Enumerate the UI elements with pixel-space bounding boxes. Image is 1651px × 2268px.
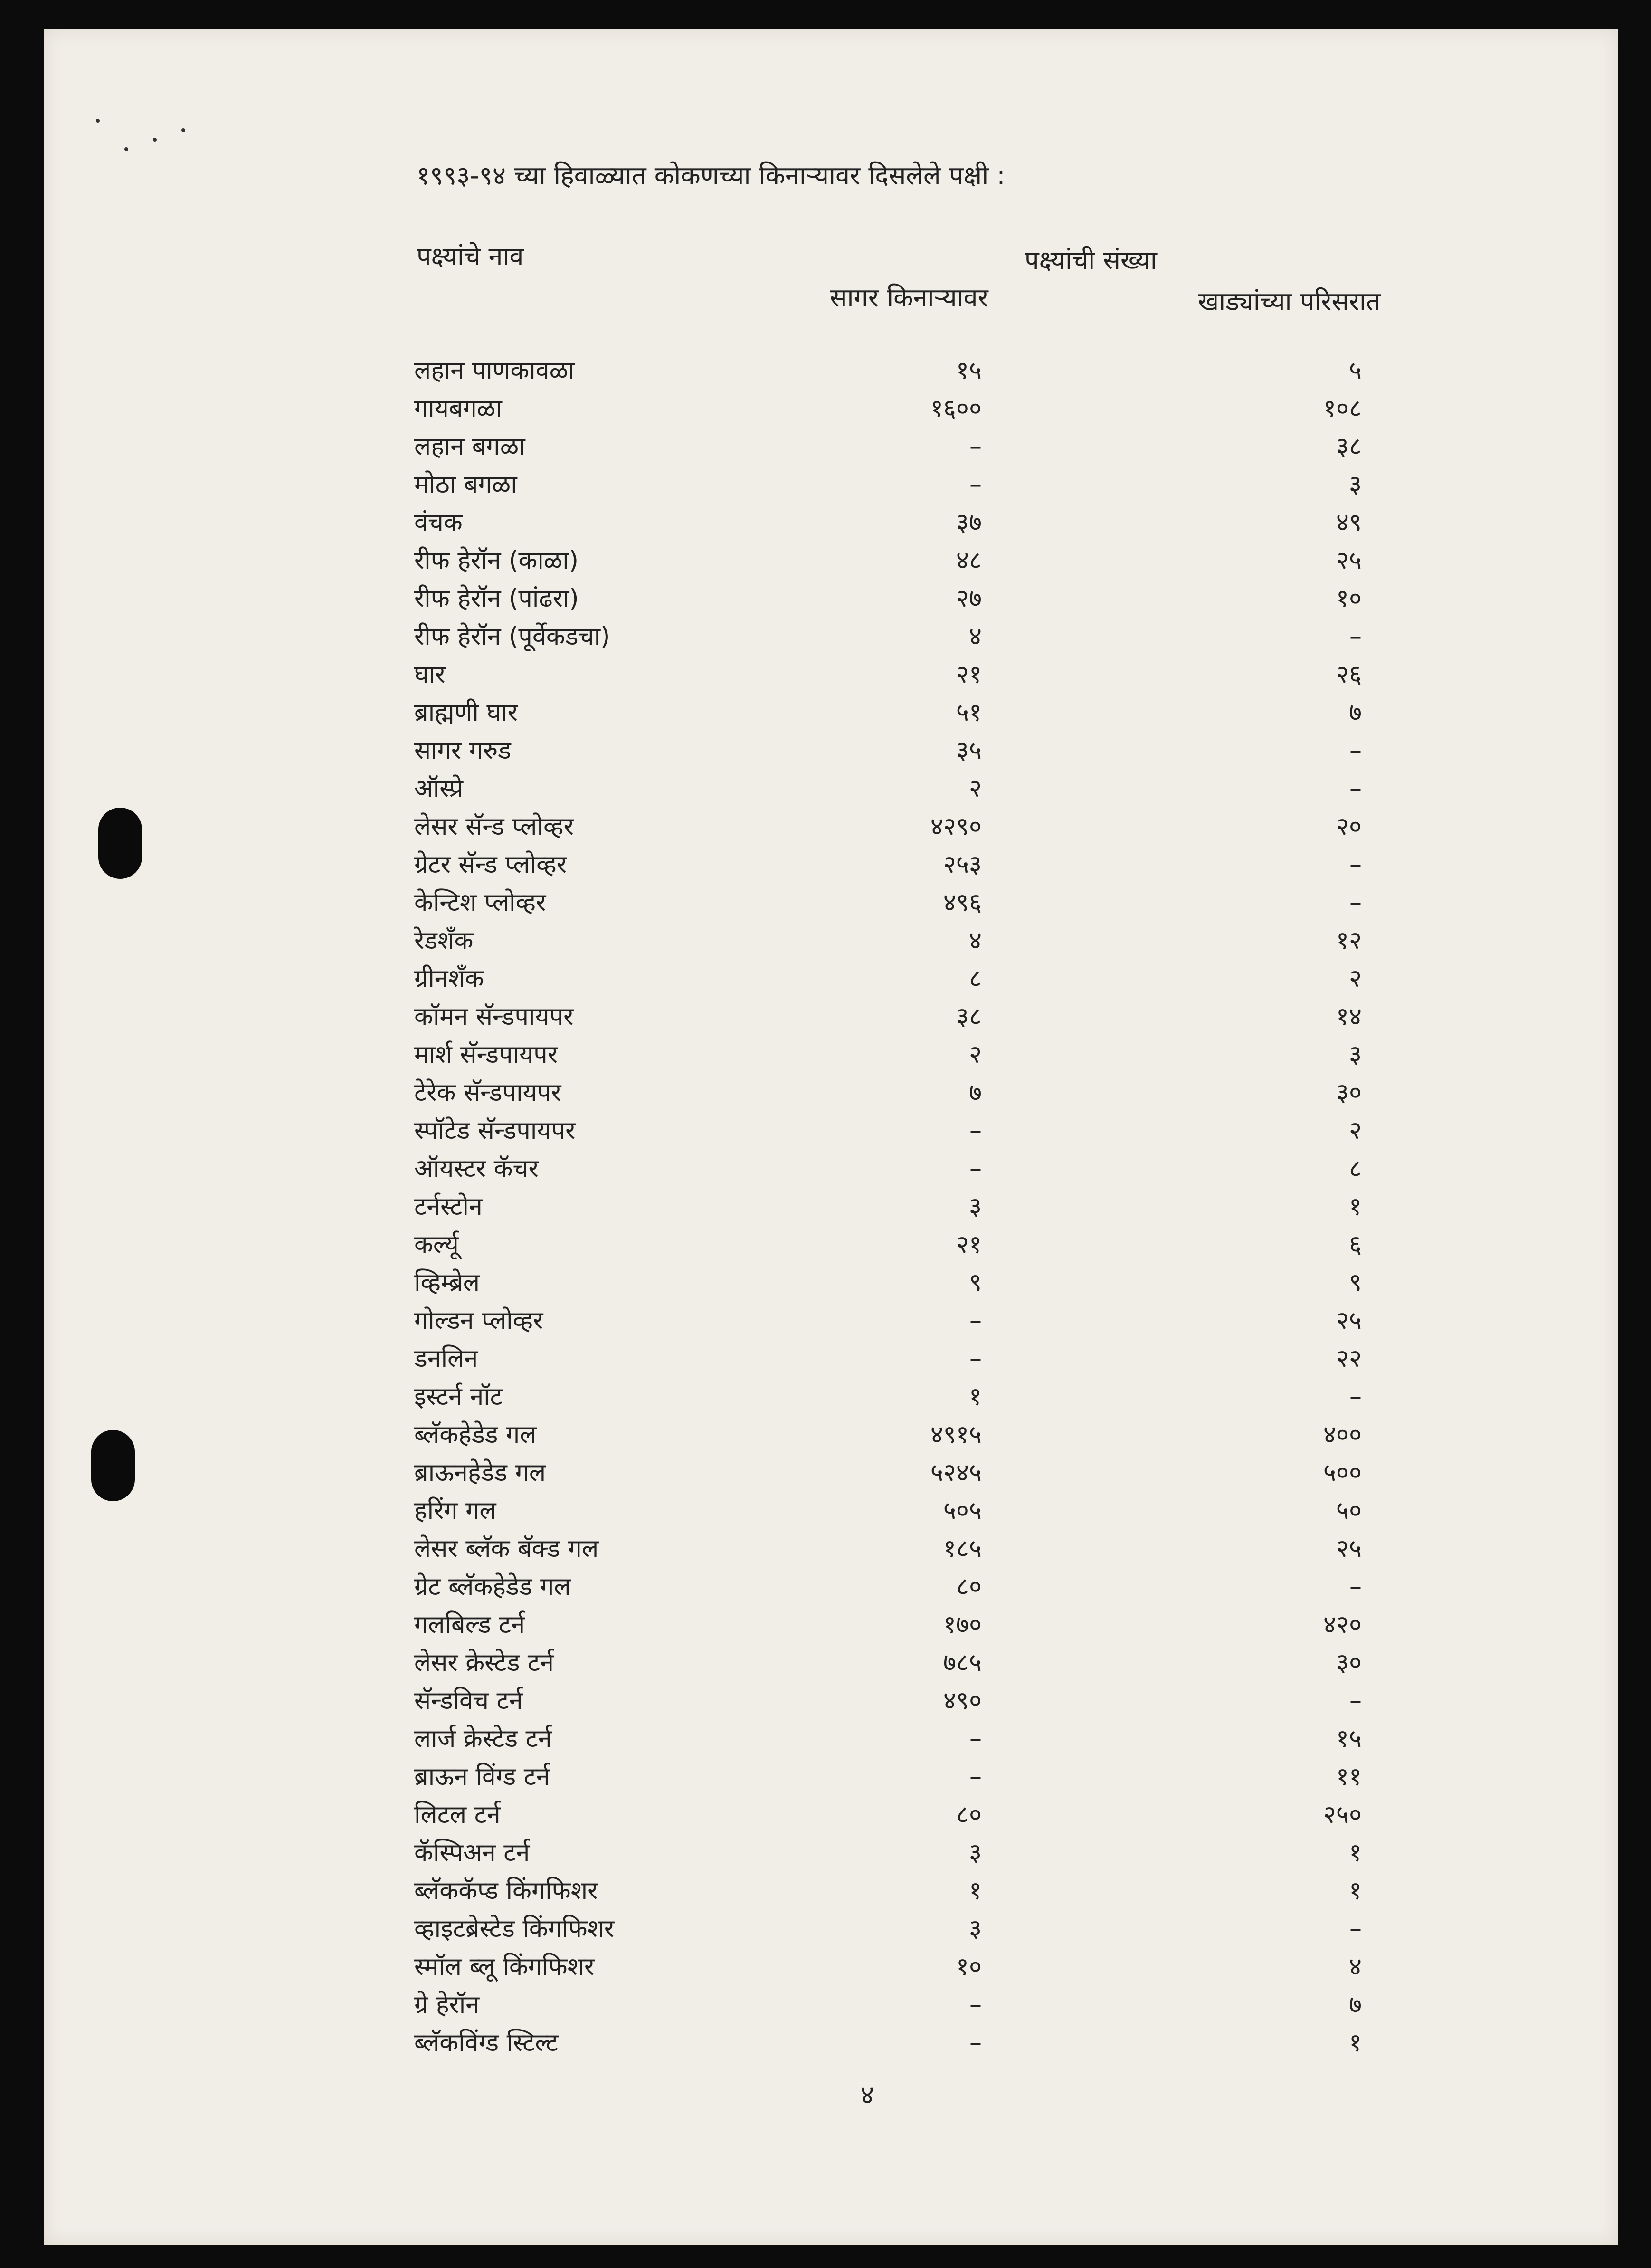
bird-name-cell: ब्लॅककॅप्ड किंगफिशर — [414, 1877, 598, 1905]
sea-coast-count-cell: २ — [968, 1040, 982, 1069]
bird-name-cell: ग्रीनशँक — [414, 964, 484, 993]
sea-coast-count-cell: १६०० — [930, 394, 982, 423]
bird-name-cell: स्पॉटेड सॅन्डपायपर — [414, 1116, 576, 1145]
sea-coast-count-cell: २१ — [956, 1230, 982, 1259]
sea-coast-count-cell: – — [969, 1991, 982, 2019]
creek-count-cell: – — [1349, 1572, 1362, 1601]
table-row — [44, 732, 1618, 770]
creek-count-cell: ४२० — [1323, 1610, 1362, 1639]
table-row — [44, 1758, 1618, 1796]
sea-coast-count-cell: ५२४५ — [930, 1458, 982, 1487]
document-title: १९९३-९४ च्या हिवाळ्यात कोकणच्या किनाऱ्यावर दिसलेले पक्षी : — [417, 161, 1006, 191]
sea-coast-count-cell: ८० — [956, 1572, 982, 1601]
sea-coast-count-cell: ८० — [956, 1801, 982, 1829]
table-row — [44, 998, 1618, 1036]
table-row — [44, 884, 1618, 922]
table-row — [44, 1530, 1618, 1568]
sea-coast-count-cell: २१ — [956, 660, 982, 689]
bird-name-cell: रेडशँक — [414, 926, 474, 955]
paper-sheet — [44, 29, 1618, 2245]
table-row — [44, 1910, 1618, 1948]
bird-name-cell: व्हाइटब्रेस्टेड किंगफिशर — [414, 1915, 615, 1943]
bird-name-cell: ऑयस्टर कॅचर — [414, 1154, 539, 1183]
creek-count-cell: ३ — [1348, 1040, 1362, 1069]
creek-count-cell: १५ — [1336, 1725, 1362, 1753]
creek-count-cell: ११ — [1336, 1763, 1362, 1791]
sea-coast-count-cell: ४८ — [956, 546, 982, 575]
bird-name-cell: सागर गरुड — [414, 736, 511, 765]
bird-name-cell: ब्लॅकहेडेड गल — [414, 1420, 537, 1449]
bird-table — [44, 352, 1618, 2062]
column-header-bird-count: पक्ष्यांची संख्या — [1025, 245, 1157, 275]
sea-coast-count-cell: ५०५ — [943, 1496, 982, 1525]
table-row — [44, 1606, 1618, 1644]
sea-coast-count-cell: १५ — [956, 356, 982, 385]
table-row — [44, 1074, 1618, 1112]
sea-coast-count-cell: २७ — [956, 584, 982, 613]
creek-count-cell: – — [1349, 1915, 1362, 1943]
table-row — [44, 1188, 1618, 1226]
table-row — [44, 1720, 1618, 1758]
creek-count-cell: १ — [1348, 1877, 1362, 1905]
creek-count-cell: २५० — [1323, 1801, 1362, 1829]
creek-count-cell: २५ — [1336, 1534, 1362, 1563]
bird-name-cell: सॅन्डविच टर्न — [414, 1687, 523, 1715]
column-header-sea-coast: सागर किनाऱ्यावर — [830, 283, 988, 313]
bird-name-cell: ब्राऊनहेडेड गल — [414, 1458, 546, 1487]
sea-coast-count-cell: ३७ — [956, 508, 982, 537]
table-row — [44, 1264, 1618, 1302]
sea-coast-count-cell: ४९१५ — [930, 1420, 982, 1449]
sea-coast-count-cell: ३ — [968, 1839, 982, 1867]
creek-count-cell: – — [1349, 1687, 1362, 1715]
table-row — [44, 808, 1618, 846]
sea-coast-count-cell: ४२९० — [930, 812, 982, 841]
table-row — [44, 1340, 1618, 1378]
table-row — [44, 1872, 1618, 1910]
sea-coast-count-cell: ३ — [968, 1915, 982, 1943]
creek-count-cell: २ — [1348, 964, 1362, 993]
sea-coast-count-cell: १ — [968, 1382, 982, 1411]
table-row — [44, 1302, 1618, 1340]
creek-count-cell: १ — [1348, 1839, 1362, 1867]
table-row — [44, 1986, 1618, 2024]
sea-coast-count-cell: ७८५ — [943, 1649, 982, 1677]
table-row — [44, 1150, 1618, 1188]
creek-count-cell: २ — [1348, 1116, 1362, 1145]
sea-coast-count-cell: १ — [968, 1877, 982, 1905]
bird-name-cell: लिटल टर्न — [414, 1801, 501, 1829]
bird-name-cell: ग्रेट ब्लॅकहेडेड गल — [414, 1572, 571, 1601]
sea-coast-count-cell: ७ — [968, 1078, 982, 1107]
table-row — [44, 960, 1618, 998]
bird-name-cell: कर्ल्यू — [414, 1230, 459, 1259]
table-row — [44, 770, 1618, 808]
sea-coast-count-cell: – — [969, 470, 982, 499]
bird-name-cell: कॅस्पिअन टर्न — [414, 1839, 530, 1867]
sea-coast-count-cell: ४ — [968, 622, 982, 651]
table-row — [44, 1112, 1618, 1150]
creek-count-cell: ७ — [1348, 698, 1362, 727]
column-header-creek-area: खाड्यांच्या परिसरात — [1198, 286, 1381, 316]
sea-coast-count-cell: ४९० — [943, 1687, 982, 1715]
sea-coast-count-cell: – — [969, 432, 982, 461]
bird-name-cell: लहान बगळा — [414, 432, 525, 461]
bird-name-cell: लेसर सॅन्ड प्लोव्हर — [414, 812, 574, 841]
bird-name-cell: मार्श सॅन्डपायपर — [414, 1040, 558, 1069]
bird-name-cell: ब्लॅकविंग्ड स्टिल्ट — [414, 2029, 559, 2057]
bird-name-cell: लेसर क्रेस्टेड टर्न — [414, 1649, 554, 1677]
table-row — [44, 1682, 1618, 1720]
table-row — [44, 1226, 1618, 1264]
paper-speck — [124, 147, 128, 151]
creek-count-cell: ८ — [1348, 1154, 1362, 1183]
bird-name-cell: ब्राऊन विंग्ड टर्न — [414, 1763, 550, 1791]
table-row — [44, 1492, 1618, 1530]
bird-name-cell: टर्नस्टोन — [414, 1192, 483, 1221]
sea-coast-count-cell: १७० — [943, 1610, 982, 1639]
sea-coast-count-cell: १० — [956, 1953, 982, 1981]
sea-coast-count-cell: २ — [968, 774, 982, 803]
table-row — [44, 2024, 1618, 2062]
creek-count-cell: ६ — [1348, 1230, 1362, 1259]
paper-speck — [181, 128, 185, 132]
table-row — [44, 352, 1618, 390]
bird-name-cell: डनलिन — [414, 1344, 478, 1373]
table-row — [44, 1796, 1618, 1834]
bird-name-cell: लेसर ब्लॅक बॅक्ड गल — [414, 1534, 599, 1563]
table-row — [44, 1454, 1618, 1492]
bird-name-cell: ब्राह्मणी घार — [414, 698, 518, 727]
creek-count-cell: १ — [1348, 1192, 1362, 1221]
bird-name-cell: कॉमन सॅन्डपायपर — [414, 1002, 574, 1031]
sea-coast-count-cell: – — [969, 2029, 982, 2057]
creek-count-cell: ९ — [1348, 1268, 1362, 1297]
paper-speck — [96, 119, 100, 123]
creek-count-cell: ४९ — [1336, 508, 1362, 537]
sea-coast-count-cell: ३ — [968, 1192, 982, 1221]
creek-count-cell: ४ — [1348, 1953, 1362, 1981]
sea-coast-count-cell: – — [969, 1763, 982, 1791]
sea-coast-count-cell: – — [969, 1344, 982, 1373]
bird-name-cell: रीफ हेरॉन (पांढरा) — [414, 584, 579, 613]
creek-count-cell: – — [1349, 774, 1362, 803]
bird-name-cell: स्मॉल ब्लू किंगफिशर — [414, 1953, 595, 1981]
creek-count-cell: – — [1349, 1382, 1362, 1411]
table-row — [44, 1378, 1618, 1416]
table-row — [44, 580, 1618, 618]
table-row — [44, 1568, 1618, 1606]
table-row — [44, 656, 1618, 694]
creek-count-cell: ५० — [1336, 1496, 1362, 1525]
creek-count-cell: – — [1349, 888, 1362, 917]
table-row — [44, 428, 1618, 466]
bird-name-cell: लार्ज क्रेस्टेड टर्न — [414, 1725, 552, 1753]
bird-name-cell: ऑस्प्रे — [414, 774, 464, 803]
bird-name-cell: इस्टर्न नॉट — [414, 1382, 503, 1411]
creek-count-cell: ३ — [1348, 470, 1362, 499]
creek-count-cell: ५०० — [1323, 1458, 1362, 1487]
sea-coast-count-cell: – — [969, 1306, 982, 1335]
creek-count-cell: ३८ — [1336, 432, 1362, 461]
sea-coast-count-cell: ८ — [968, 964, 982, 993]
table-row — [44, 1948, 1618, 1986]
table-row — [44, 1644, 1618, 1682]
bird-name-cell: गायबगळा — [414, 394, 502, 423]
creek-count-cell: १ — [1348, 2029, 1362, 2057]
creek-count-cell: ५ — [1348, 356, 1362, 385]
bird-name-cell: केन्टिश प्लोव्हर — [414, 888, 546, 917]
creek-count-cell: ३० — [1336, 1078, 1362, 1107]
table-row — [44, 694, 1618, 732]
table-row — [44, 922, 1618, 960]
sea-coast-count-cell: ४ — [968, 926, 982, 955]
paper-speck — [153, 138, 157, 142]
table-row — [44, 1834, 1618, 1872]
creek-count-cell: २५ — [1336, 1306, 1362, 1335]
page-number: ४ — [861, 2080, 874, 2110]
creek-count-cell: २० — [1336, 812, 1362, 841]
bird-name-cell: लहान पाणकावळा — [414, 356, 575, 385]
sea-coast-count-cell: – — [969, 1154, 982, 1183]
column-header-bird-name: पक्ष्यांचे नाव — [417, 241, 524, 271]
creek-count-cell: – — [1349, 622, 1362, 651]
creek-count-cell: ४०० — [1323, 1420, 1362, 1449]
table-row — [44, 1036, 1618, 1074]
table-row — [44, 1416, 1618, 1454]
bird-name-cell: व्हिम्ब्रेल — [414, 1268, 480, 1297]
creek-count-cell: – — [1349, 736, 1362, 765]
creek-count-cell: ३० — [1336, 1649, 1362, 1677]
sea-coast-count-cell: १८५ — [943, 1534, 982, 1563]
creek-count-cell: १० — [1336, 584, 1362, 613]
sea-coast-count-cell: ९ — [968, 1268, 982, 1297]
bird-name-cell: ग्रे हेरॉन — [414, 1991, 480, 2019]
table-row — [44, 618, 1618, 656]
creek-count-cell: १४ — [1336, 1002, 1362, 1031]
sea-coast-count-cell: २५३ — [943, 850, 982, 879]
bird-name-cell: घार — [414, 660, 446, 689]
bird-name-cell: ग्रेटर सॅन्ड प्लोव्हर — [414, 850, 567, 879]
table-row — [44, 466, 1618, 504]
sea-coast-count-cell: ३५ — [956, 736, 982, 765]
creek-count-cell: २६ — [1336, 660, 1362, 689]
bird-name-cell: मोठा बगळा — [414, 470, 517, 499]
bird-name-cell: रीफ हेरॉन (काळा) — [414, 546, 579, 575]
creek-count-cell: ७ — [1348, 1991, 1362, 2019]
table-row — [44, 846, 1618, 884]
bird-name-cell: गलबिल्ड टर्न — [414, 1610, 525, 1639]
creek-count-cell: १०८ — [1323, 394, 1362, 423]
bird-name-cell: गोल्डन प्लोव्हर — [414, 1306, 543, 1335]
creek-count-cell: २२ — [1336, 1344, 1362, 1373]
sea-coast-count-cell: ५१ — [956, 698, 982, 727]
creek-count-cell: २५ — [1336, 546, 1362, 575]
bird-name-cell: टेरेक सॅन्डपायपर — [414, 1078, 561, 1107]
creek-count-cell: १२ — [1336, 926, 1362, 955]
creek-count-cell: – — [1349, 850, 1362, 879]
table-row — [44, 542, 1618, 580]
table-row — [44, 504, 1618, 542]
sea-coast-count-cell: – — [969, 1725, 982, 1753]
bird-name-cell: वंचक — [414, 508, 463, 537]
bird-name-cell: रीफ हेरॉन (पूर्वेकडचा) — [414, 622, 610, 651]
bird-name-cell: हरिंग गल — [414, 1496, 496, 1525]
sea-coast-count-cell: – — [969, 1116, 982, 1145]
sea-coast-count-cell: ३८ — [956, 1002, 982, 1031]
sea-coast-count-cell: ४९६ — [943, 888, 982, 917]
table-row — [44, 390, 1618, 428]
